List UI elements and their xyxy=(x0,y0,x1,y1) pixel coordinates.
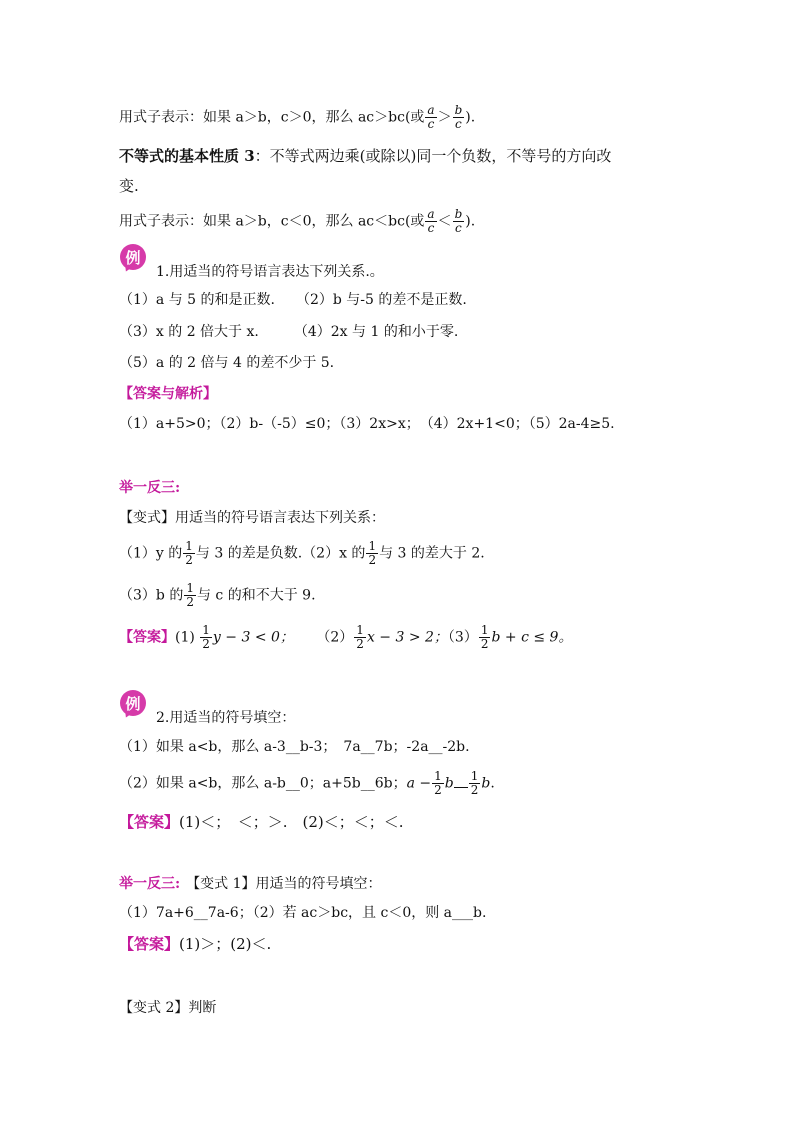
variant-heading: 举一反三: xyxy=(119,480,181,496)
fraction-one-half: $\frac{1}{2}$ xyxy=(470,769,479,797)
prop2-formula-lead: 用式子表示：如果 a＞b，c＞0，那么 ac＞bc(或 xyxy=(119,109,425,126)
fraction-one-half: $\frac{1}{2}$ xyxy=(434,769,442,797)
example1-title: 1.用适当的符号语言表达下列关系.。 xyxy=(156,264,384,280)
example1-item: （3）x 的 2 倍大于 x. （4）2x 与 1 的和小于零. xyxy=(119,324,459,340)
example2-line1: （1）如果 a<b，那么 a-3__b-3； 7a__7b；-2a__-2b. xyxy=(119,739,470,755)
example-badge-icon: 例 xyxy=(120,690,148,720)
fraction-one-half: $\frac{1}{2}$ xyxy=(356,623,364,651)
fraction-one-half: $\frac{1}{2}$ xyxy=(368,539,377,567)
fill-blank[interactable] xyxy=(454,775,468,788)
example2-title: 2.用适当的符号填空： xyxy=(156,710,296,726)
prop2-formula: 用式子表示：如果 a＞b，c＞0，那么 ac＞bc(或 $\frac{a}{c}$ ＞ $\frac{b}{c}$ ). xyxy=(119,103,476,131)
fraction-one-half: $\frac{1}{2}$ xyxy=(480,623,489,651)
variant3-title: 【变式 2】判断 xyxy=(119,1000,217,1016)
fraction-a-over-c: $\frac{a}{c}$ xyxy=(427,103,435,131)
answer-label: 【答案】 xyxy=(119,935,180,953)
variant2-answer: 【答案】(1)＞；(2)＜. xyxy=(119,935,272,953)
example1-item: （5）a 的 2 倍与 4 的差不少于 5. xyxy=(119,355,335,371)
fraction-one-half: $\frac{1}{2}$ xyxy=(185,539,193,567)
example1-item: （1）a 与 5 的和是正数. （2）b 与-5 的差不是正数. xyxy=(119,292,467,308)
variant1-answer: 【答案】(1) $\frac{1}{2}$ y − 3 < 0； （2） $\frac{1}{2}$ x − 3 > 2；（3） $\frac{1}{2}$ b + c ≤ 9。 xyxy=(119,623,573,651)
fraction-a-over-c: $\frac{a}{c}$ xyxy=(427,207,435,235)
fraction-one-half: $\frac{1}{2}$ xyxy=(186,581,194,609)
variant1-line1: （1）y 的 $\frac{1}{2}$ 与 3 的差是负数.（2）x 的 $\frac{1}{2}$ 与 3 的差大于 2. xyxy=(119,539,485,567)
prop3-formula: 用式子表示：如果 a＞b，c＜0，那么 ac＜bc(或 $\frac{a}{c}$ ＜ $\frac{b}{c}$ ). xyxy=(119,207,476,235)
fraction-b-over-c: $\frac{b}{c}$ xyxy=(454,207,463,235)
answer-label: 【答案】 xyxy=(119,629,175,646)
example2-line2: （2）如果 a<b，那么 a-b__0；a+5b__6b；a − $\frac{1}{2}$ b $\frac{1}{2}$ b. xyxy=(119,769,495,797)
example1-answer: （1）a+5>0；（2）b-（-5）≤0；（3）2x>x； （4）2x+1<0；（5）2a-4≥5. xyxy=(119,416,615,432)
prop3-statement-cont: 变. xyxy=(119,177,139,195)
variant2-line1: （1）7a+6__7a-6；（2）若 ac＞bc，且 c＜0，则 a___b. xyxy=(119,905,487,921)
variant2-header: 举一反三: 【变式 1】用适当的符号填空： xyxy=(119,876,382,892)
answer-label: 【答案与解析】 xyxy=(119,386,217,402)
example2-answer: 【答案】(1)＜； ＜；＞. (2)＜；＜；＜. xyxy=(119,813,404,831)
variant1-title: 【变式】用适当的符号语言表达下列关系： xyxy=(119,510,385,526)
variant1-line2: （3）b 的 $\frac{1}{2}$ 与 c 的和不大于 9. xyxy=(119,581,316,609)
fraction-b-over-c: $\frac{b}{c}$ xyxy=(454,103,463,131)
variant-heading: 举一反三: xyxy=(119,876,181,892)
prop3-title: 不等式的基本性质 3 xyxy=(119,147,255,165)
fraction-one-half: $\frac{1}{2}$ xyxy=(202,623,210,651)
prop3-statement: 不等式的基本性质 3：不等式两边乘(或除以)同一个负数，不等号的方向改 xyxy=(119,147,612,165)
example-badge-icon: 例 xyxy=(120,244,148,274)
answer-label: 【答案】 xyxy=(119,813,180,831)
